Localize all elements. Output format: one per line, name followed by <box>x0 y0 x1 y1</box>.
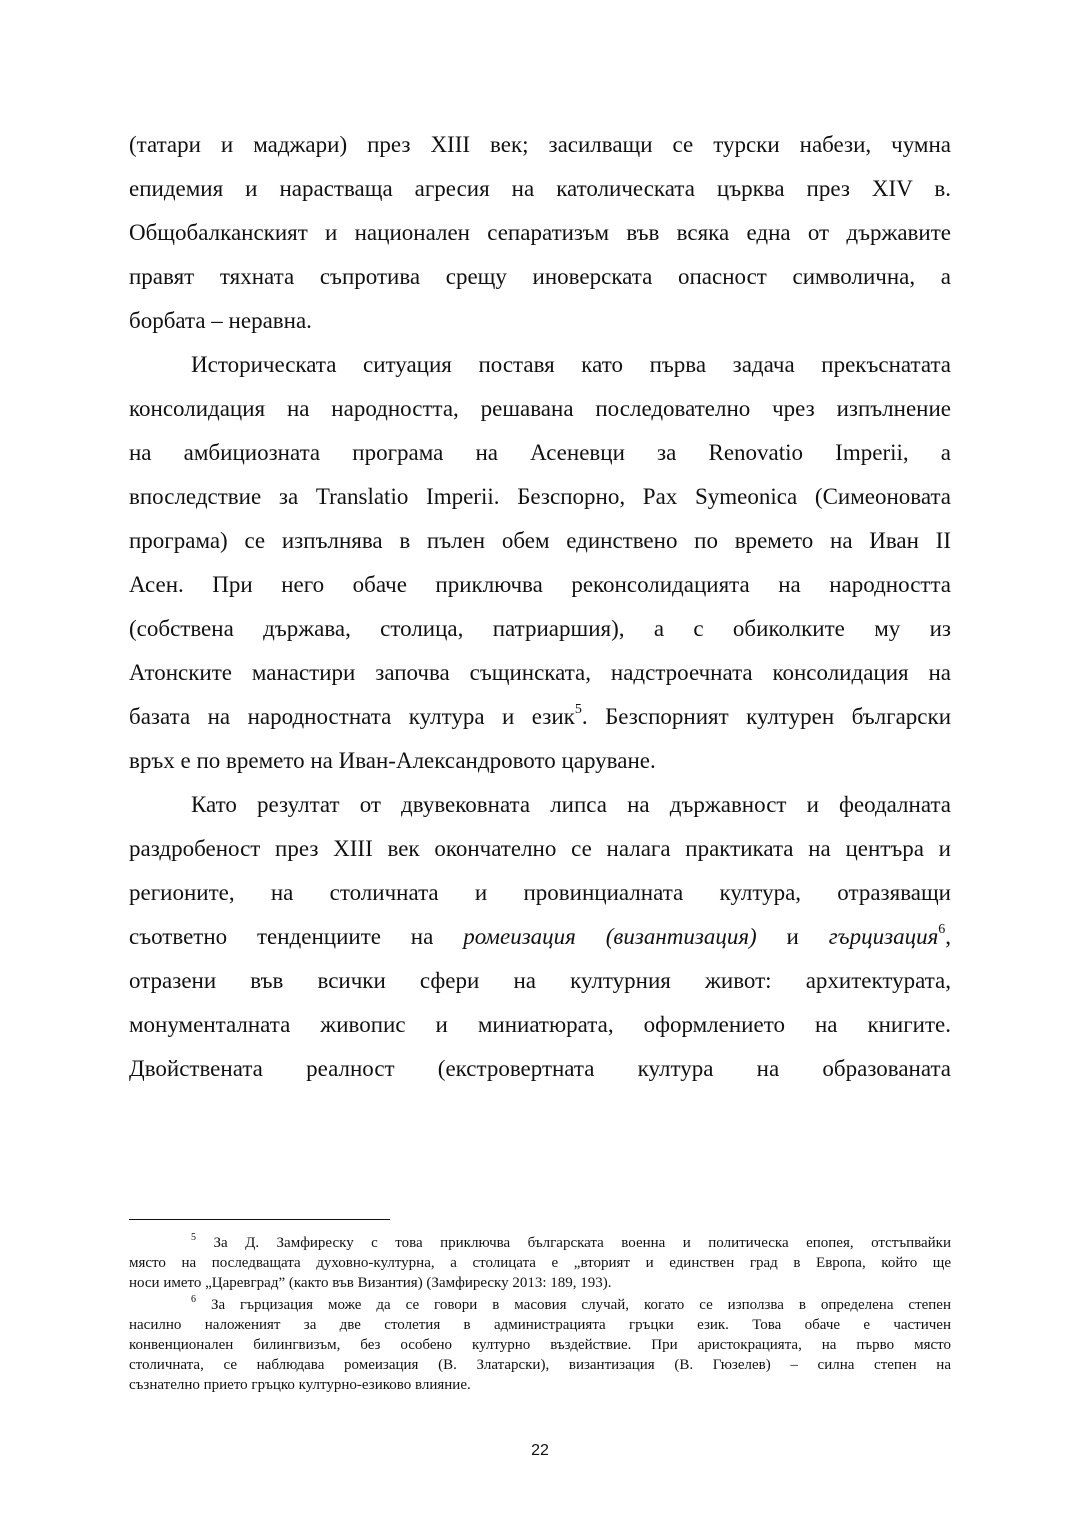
text-line: програма) се изпълнява в пълен обем единствено по времето на Иван II <box>129 528 951 553</box>
text-line <box>129 702 951 732</box>
footnote-6-line <box>129 1295 951 1315</box>
text-line: регионите, на столичната и провинциалната култура, отразяващи <box>129 880 951 905</box>
text-run: базата на народностната култура и език <box>129 704 575 729</box>
text-line: консолидация на народността, решавана последователно чрез изпълнение <box>129 396 951 421</box>
footnote-6-line: столичната, се наблюдава ромеизация (В. Златарски), византизация (В. Гюзелев) – силна степен на <box>129 1357 951 1373</box>
text-line: Двойствената реалност (екстровертната култура на образованата <box>129 1056 951 1081</box>
text-line: монументалната живопис и миниатюрата, оформлението на книгите. <box>129 1012 951 1037</box>
footnote-separator <box>129 1219 390 1220</box>
text-line: Като резултат от двувековната липса на държавност и феодалната <box>191 792 951 817</box>
footnote-number: 6 <box>191 1294 196 1305</box>
text-line: отразени във всички сфери на културния живот: архитектурата, <box>129 968 951 993</box>
italic-term: ромеизация (византизация) <box>463 924 757 949</box>
text-run: съответно тенденциите на <box>129 924 464 949</box>
footnote-number: 5 <box>191 1232 196 1243</box>
text-line: на амбициозната програма на Асеневци за Renovatio Imperii, а <box>129 440 951 465</box>
footnote-6-line: конвенционален билингвизъм, без особено културно въздействие. При аристокрацията, на първо място <box>129 1337 951 1353</box>
footnote-text: За Д. Замфиреску с това приключва българската военна и политическа епопея, отстъпвайки <box>196 1235 951 1251</box>
text-line: правят тяхната съпротива срещу иноверската опасност символична, а <box>129 264 951 289</box>
page-number: 22 <box>531 1442 549 1459</box>
text-line: (собствена държава, столица, патриаршия), а с обиколките му из <box>129 616 951 641</box>
text-line: Общобалканският и национален сепаратизъм във всяка една от държавите <box>129 220 951 245</box>
footnote-ref-6[interactable]: 6 <box>938 922 946 938</box>
text-line: (татари и маджари) през XIII век; засилващи се турски набези, чумна <box>129 132 951 157</box>
italic-term: гърцизация <box>828 924 939 949</box>
text-run: и <box>756 924 829 949</box>
footnote-6-line: насилно наложеният за две столетия в администрацията гръцки език. Това обаче е частичен <box>129 1317 951 1333</box>
text-line: епидемия и нарастваща агресия на католическата църква през XIV в. <box>129 176 951 201</box>
footnote-6-line: съзнателно прието гръцко културно-езиково влияние. <box>129 1377 471 1393</box>
text-run: . Безспорният културен български <box>581 704 951 729</box>
text-line: борбата – неравна. <box>129 308 312 333</box>
text-line <box>129 922 951 952</box>
text-line: връх е по времето на Иван-Александровото царуване. <box>129 748 656 773</box>
text-run: , <box>945 924 952 949</box>
footnote-ref-5[interactable]: 5 <box>574 702 582 718</box>
footnote-text: За гърцизация може да се говори в масовия случай, когато се използва в определена степен <box>196 1297 951 1313</box>
text-line: Историческата ситуация поставя като първа задача прекъснатата <box>191 352 951 377</box>
text-line: Асен. При него обаче приключва реконсолидацията на народността <box>129 572 951 597</box>
footnote-5-line: място на последващата духовно-културна, а столицата е „вторият и единствен град в Европа, който ще <box>129 1255 951 1271</box>
footnote-5-line: носи името „Царевград” (както във Византия) (Замфиреску 2013: 189, 193). <box>129 1275 612 1291</box>
text-line: Атонските манастири започва същинската, надстроечната консолидация на <box>129 660 951 685</box>
text-line: впоследствие за Translatio Imperii. Безспорно, Pax Symeonica (Симеоновата <box>129 484 951 509</box>
footnote-5-line <box>129 1233 951 1253</box>
text-line: раздробеност през XIII век окончателно се налага практиката на центъра и <box>129 836 951 861</box>
